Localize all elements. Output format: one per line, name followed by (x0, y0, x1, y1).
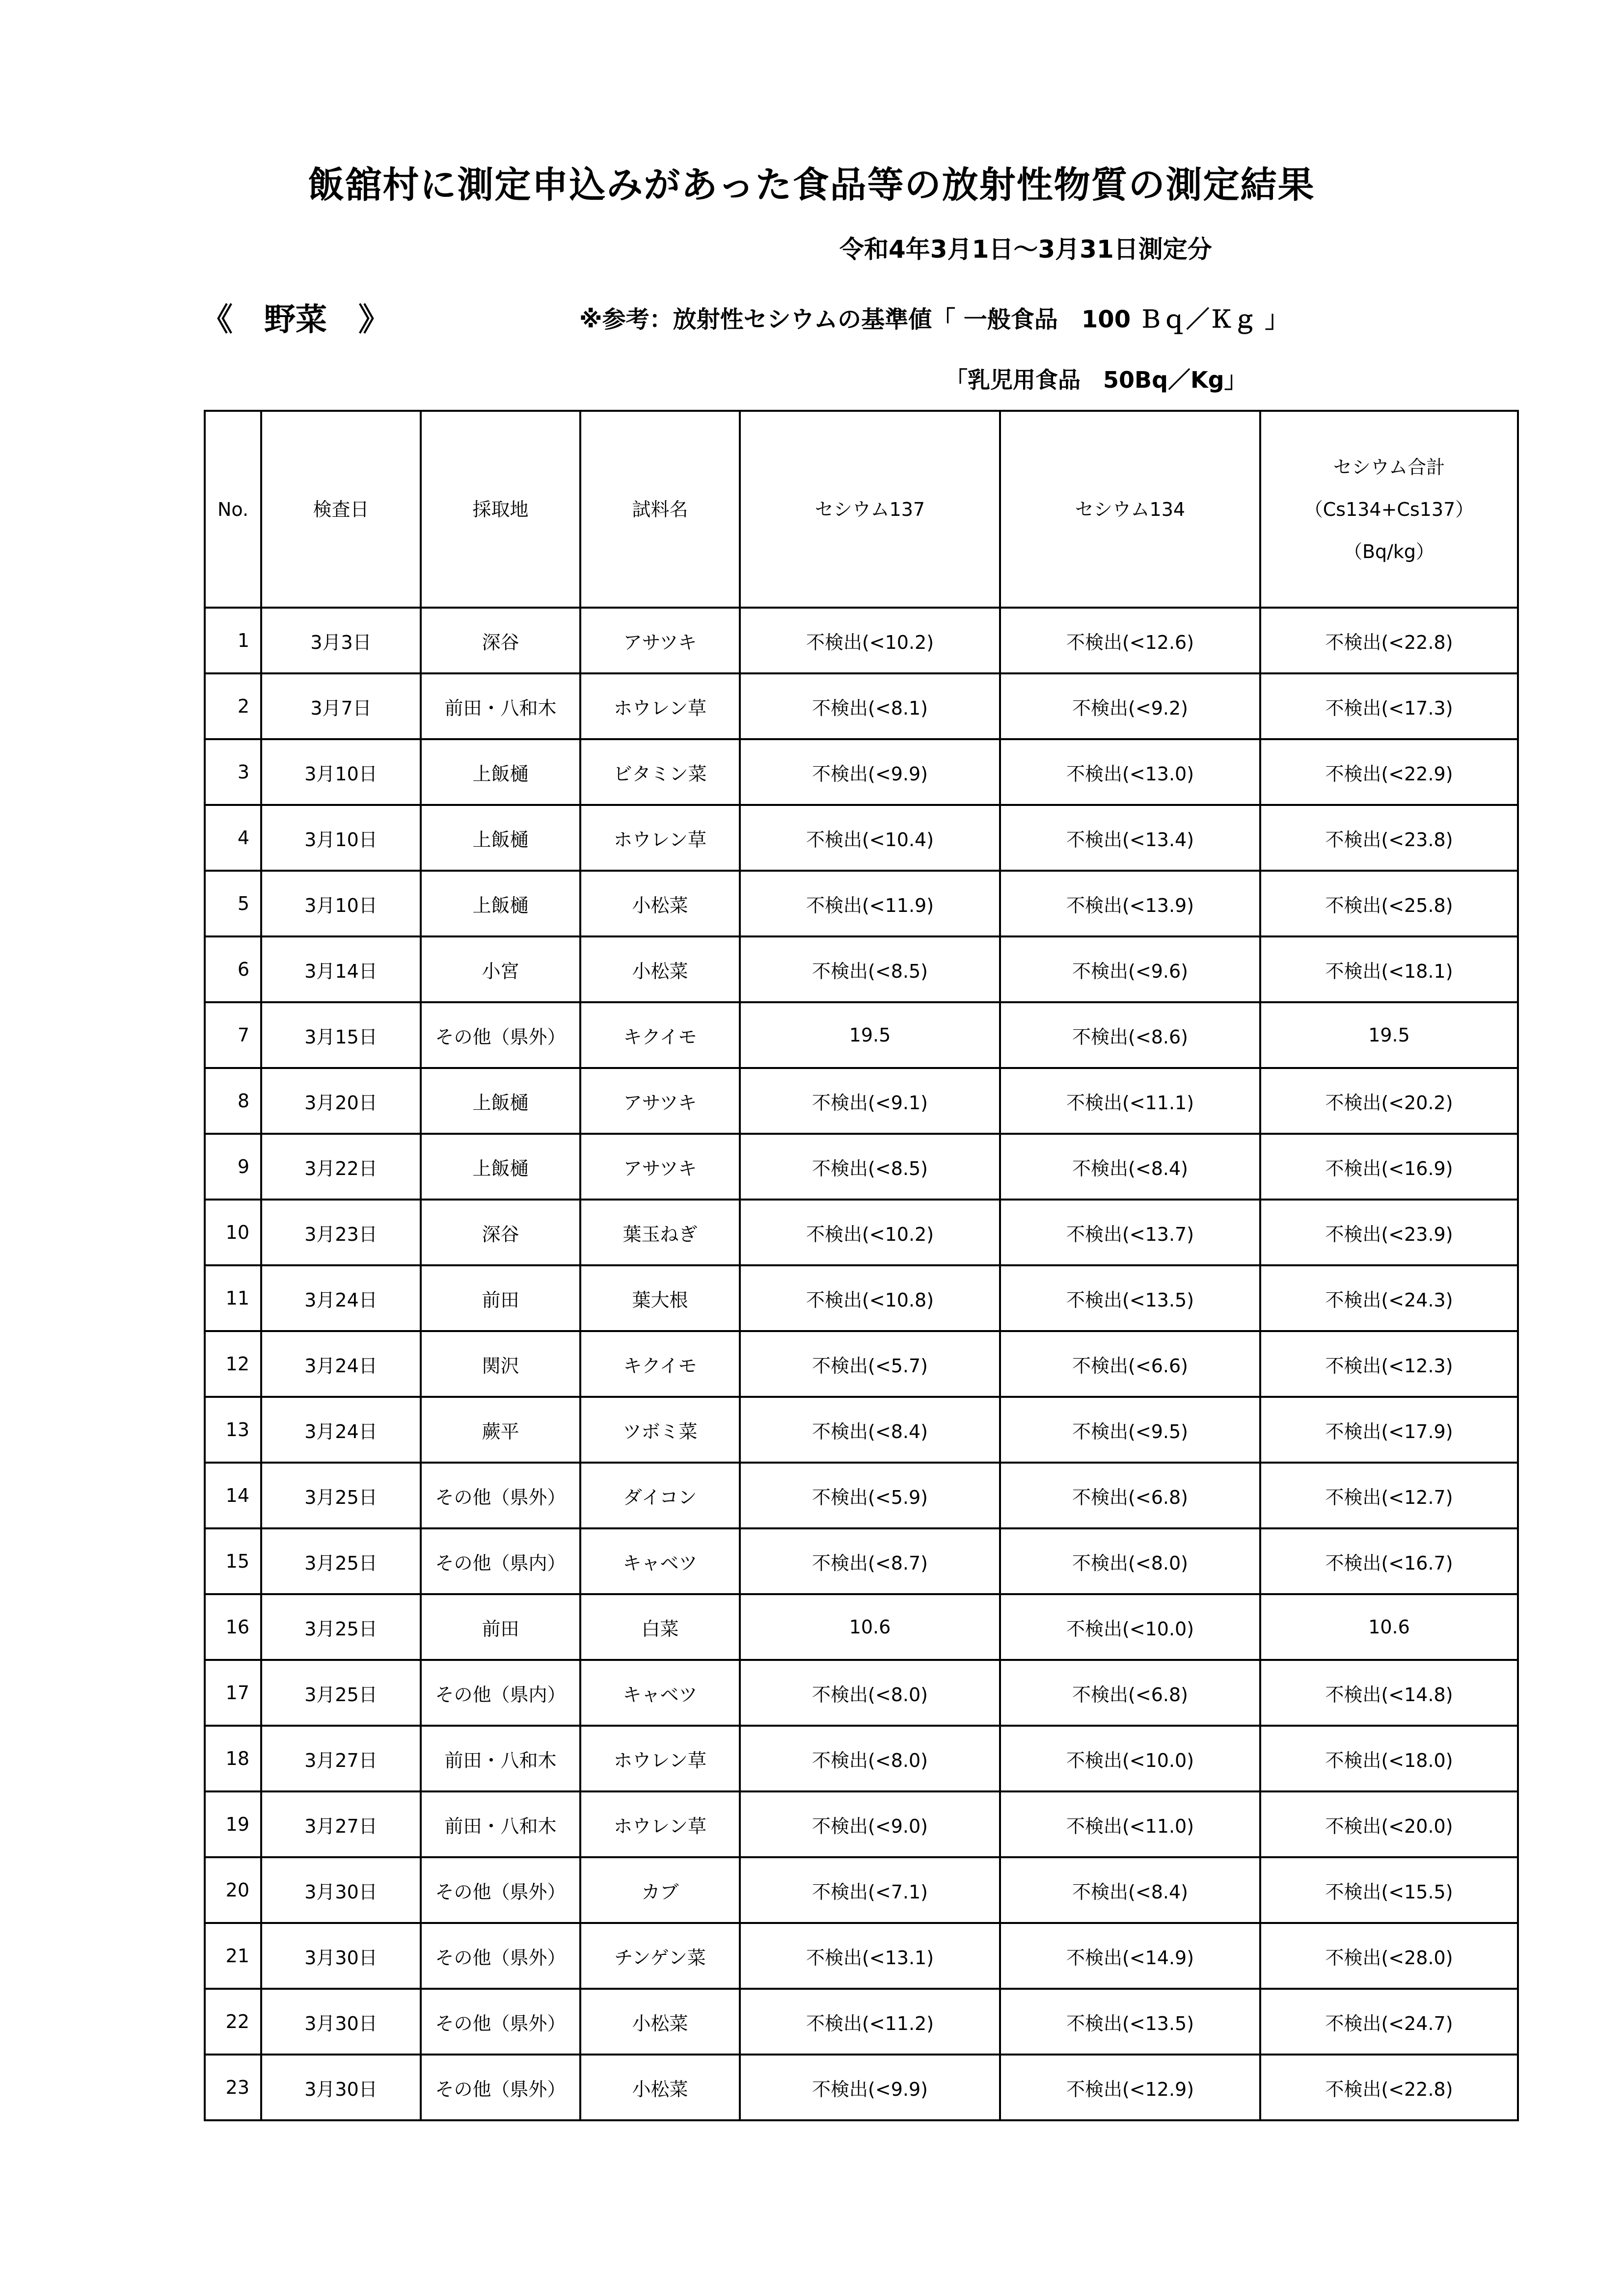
cell-no: 21 (205, 1923, 261, 1989)
cell-no: 22 (205, 1989, 261, 2055)
cell-sample: ホウレン草 (580, 1726, 740, 1791)
cell-no: 2 (205, 673, 261, 739)
cell-no: 4 (205, 805, 261, 871)
cell-cs137: 不検出(<13.1) (740, 1923, 1000, 1989)
cell-date: 3月27日 (261, 1791, 421, 1857)
cell-no: 16 (205, 1594, 261, 1660)
header-date: 検査日 (261, 411, 421, 608)
cell-cs137: 不検出(<10.2) (740, 608, 1000, 673)
cell-sample: カブ (580, 1857, 740, 1923)
cell-location: 前田・八和木 (421, 1791, 580, 1857)
table-row (205, 739, 1518, 805)
cell-location: 上飯樋 (421, 871, 580, 936)
cell-no: 3 (205, 739, 261, 805)
cell-cs134: 不検出(<10.0) (1000, 1594, 1260, 1660)
table-row (205, 1857, 1518, 1923)
table-row (205, 871, 1518, 936)
cell-cs137: 不検出(<9.1) (740, 1068, 1000, 1134)
header-total-line3: （Bq/kg） (1343, 540, 1435, 562)
cell-date: 3月30日 (261, 1989, 421, 2055)
table-row (205, 1726, 1518, 1791)
table-row (205, 1068, 1518, 1134)
cell-total: 不検出(<15.5) (1260, 1857, 1518, 1923)
cell-total: 不検出(<23.9) (1260, 1200, 1518, 1265)
table-row (205, 1528, 1518, 1594)
cell-no: 8 (205, 1068, 261, 1134)
table-row (205, 673, 1518, 739)
cell-cs137: 不検出(<9.9) (740, 2055, 1000, 2120)
cell-total: 不検出(<17.3) (1260, 673, 1518, 739)
table-row (205, 1463, 1518, 1528)
header-total (1260, 411, 1518, 608)
cell-cs137: 不検出(<10.2) (740, 1200, 1000, 1265)
table-row (205, 1265, 1518, 1331)
cell-cs137: 10.6 (740, 1594, 1000, 1660)
header-cs134: セシウム134 (1000, 411, 1260, 608)
cell-cs137: 不検出(<11.2) (740, 1989, 1000, 2055)
cell-sample: アサツキ (580, 608, 740, 673)
cell-location: 前田 (421, 1265, 580, 1331)
header-no: No. (205, 411, 261, 608)
table-row (205, 1331, 1518, 1397)
cell-sample: 葉大根 (580, 1265, 740, 1331)
cell-no: 12 (205, 1331, 261, 1397)
cell-cs134: 不検出(<9.2) (1000, 673, 1260, 739)
header-cs137: セシウム137 (740, 411, 1000, 608)
cell-date: 3月23日 (261, 1200, 421, 1265)
cell-no: 20 (205, 1857, 261, 1923)
cell-total: 不検出(<20.0) (1260, 1791, 1518, 1857)
cell-location: その他（県外） (421, 1857, 580, 1923)
cell-total: 不検出(<24.3) (1260, 1265, 1518, 1331)
cell-cs134: 不検出(<13.4) (1000, 805, 1260, 871)
cell-total: 不検出(<24.7) (1260, 1989, 1518, 2055)
cell-total: 不検出(<22.9) (1260, 739, 1518, 805)
cell-date: 3月10日 (261, 871, 421, 936)
cell-sample: ホウレン草 (580, 1791, 740, 1857)
table-row (205, 1660, 1518, 1726)
cell-sample: アサツキ (580, 1068, 740, 1134)
cell-date: 3月10日 (261, 739, 421, 805)
cell-cs134: 不検出(<6.8) (1000, 1660, 1260, 1726)
cell-date: 3月30日 (261, 2055, 421, 2120)
cell-sample: 小松菜 (580, 936, 740, 1002)
cell-cs134: 不検出(<13.7) (1000, 1200, 1260, 1265)
cell-location: その他（県外） (421, 2055, 580, 2120)
cell-cs134: 不検出(<12.9) (1000, 2055, 1260, 2120)
cell-cs137: 不検出(<5.7) (740, 1331, 1000, 1397)
section-heading: 《 野菜 》 (201, 302, 390, 338)
cell-total: 不検出(<17.9) (1260, 1397, 1518, 1463)
cell-no: 7 (205, 1002, 261, 1068)
cell-cs137: 不検出(<8.5) (740, 1134, 1000, 1200)
cell-date: 3月20日 (261, 1068, 421, 1134)
header-location: 採取地 (421, 411, 580, 608)
cell-total: 不検出(<12.3) (1260, 1331, 1518, 1397)
table-row (205, 1989, 1518, 2055)
cell-location: 前田・八和木 (421, 1726, 580, 1791)
cell-date: 3月24日 (261, 1331, 421, 1397)
table-header-row (205, 411, 1518, 608)
cell-no: 1 (205, 608, 261, 673)
cell-cs137: 不検出(<8.0) (740, 1726, 1000, 1791)
cell-no: 15 (205, 1528, 261, 1594)
header-sample: 試料名 (580, 411, 740, 608)
table-row (205, 1397, 1518, 1463)
cell-total: 不検出(<22.8) (1260, 2055, 1518, 2120)
cell-cs137: 不検出(<8.7) (740, 1528, 1000, 1594)
cell-no: 17 (205, 1660, 261, 1726)
cell-location: その他（県外） (421, 1463, 580, 1528)
table-row (205, 936, 1518, 1002)
cell-no: 14 (205, 1463, 261, 1528)
cell-cs134: 不検出(<8.4) (1000, 1857, 1260, 1923)
cell-cs137: 不検出(<8.5) (740, 936, 1000, 1002)
cell-location: その他（県内） (421, 1660, 580, 1726)
cell-date: 3月3日 (261, 608, 421, 673)
table-row (205, 1594, 1518, 1660)
cell-sample: 小松菜 (580, 1989, 740, 2055)
cell-no: 23 (205, 2055, 261, 2120)
cell-date: 3月24日 (261, 1265, 421, 1331)
cell-cs134: 不検出(<9.5) (1000, 1397, 1260, 1463)
cell-cs134: 不検出(<13.5) (1000, 1265, 1260, 1331)
table-row (205, 2055, 1518, 2120)
cell-sample: キクイモ (580, 1331, 740, 1397)
cell-cs134: 不検出(<13.0) (1000, 739, 1260, 805)
cell-no: 5 (205, 871, 261, 936)
cell-total: 不検出(<25.8) (1260, 871, 1518, 936)
cell-location: 上飯樋 (421, 1134, 580, 1200)
header-total-line2: （Cs134+Cs137） (1304, 498, 1474, 520)
cell-sample: キャベツ (580, 1660, 740, 1726)
table-row (205, 1791, 1518, 1857)
cell-sample: チンゲン菜 (580, 1923, 740, 1989)
cell-sample: キクイモ (580, 1002, 740, 1068)
cell-no: 13 (205, 1397, 261, 1463)
cell-date: 3月25日 (261, 1660, 421, 1726)
cell-date: 3月7日 (261, 673, 421, 739)
cell-total: 不検出(<14.8) (1260, 1660, 1518, 1726)
cell-no: 18 (205, 1726, 261, 1791)
cell-cs137: 不検出(<10.4) (740, 805, 1000, 871)
cell-location: 関沢 (421, 1331, 580, 1397)
cell-date: 3月15日 (261, 1002, 421, 1068)
cell-total: 不検出(<23.8) (1260, 805, 1518, 871)
cell-sample: 小松菜 (580, 871, 740, 936)
cell-cs137: 不検出(<11.9) (740, 871, 1000, 936)
table-row (205, 805, 1518, 871)
cell-date: 3月25日 (261, 1528, 421, 1594)
cell-total: 不検出(<18.1) (1260, 936, 1518, 1002)
cell-total: 不検出(<22.8) (1260, 608, 1518, 673)
cell-cs137: 不検出(<9.0) (740, 1791, 1000, 1857)
cell-cs134: 不検出(<12.6) (1000, 608, 1260, 673)
cell-cs137: 19.5 (740, 1002, 1000, 1068)
reference-standard-general: ※参考：放射性セシウムの基準値「 一般食品 100 Ｂｑ／Ｋｇ 」 (579, 306, 1289, 333)
cell-cs134: 不検出(<13.9) (1000, 871, 1260, 936)
cell-location: その他（県外） (421, 1002, 580, 1068)
cell-date: 3月25日 (261, 1594, 421, 1660)
cell-cs134: 不検出(<11.0) (1000, 1791, 1260, 1857)
cell-total: 不検出(<16.9) (1260, 1134, 1518, 1200)
cell-location: 前田 (421, 1594, 580, 1660)
cell-location: 上飯樋 (421, 805, 580, 871)
cell-date: 3月25日 (261, 1463, 421, 1528)
cell-cs137: 不検出(<9.9) (740, 739, 1000, 805)
cell-sample: 白菜 (580, 1594, 740, 1660)
cell-cs134: 不検出(<11.1) (1000, 1068, 1260, 1134)
cell-sample: ホウレン草 (580, 673, 740, 739)
cell-location: 深谷 (421, 608, 580, 673)
cell-date: 3月10日 (261, 805, 421, 871)
cell-cs134: 不検出(<14.9) (1000, 1923, 1260, 1989)
cell-total: 10.6 (1260, 1594, 1518, 1660)
cell-cs137: 不検出(<7.1) (740, 1857, 1000, 1923)
cell-location: その他（県内） (421, 1528, 580, 1594)
cell-date: 3月27日 (261, 1726, 421, 1791)
cell-cs134: 不検出(<6.8) (1000, 1463, 1260, 1528)
cell-location: 蕨平 (421, 1397, 580, 1463)
table-row (205, 1134, 1518, 1200)
cell-cs137: 不検出(<8.0) (740, 1660, 1000, 1726)
cell-sample: ホウレン草 (580, 805, 740, 871)
table-row (205, 1002, 1518, 1068)
cell-total: 19.5 (1260, 1002, 1518, 1068)
cell-cs134: 不検出(<8.4) (1000, 1134, 1260, 1200)
results-table (204, 410, 1519, 2121)
cell-no: 6 (205, 936, 261, 1002)
cell-location: その他（県外） (421, 1989, 580, 2055)
document-title: 飯舘村に測定申込みがあった食品等の放射性物質の測定結果 (308, 164, 1315, 206)
cell-cs134: 不検出(<6.6) (1000, 1331, 1260, 1397)
cell-no: 19 (205, 1791, 261, 1857)
cell-cs137: 不検出(<8.1) (740, 673, 1000, 739)
cell-location: 上飯樋 (421, 739, 580, 805)
cell-date: 3月22日 (261, 1134, 421, 1200)
cell-date: 3月14日 (261, 936, 421, 1002)
cell-cs137: 不検出(<8.4) (740, 1397, 1000, 1463)
reference-standard-infant: 「乳児用食品 50Bq／Kg」 (945, 367, 1247, 393)
cell-date: 3月30日 (261, 1857, 421, 1923)
cell-cs134: 不検出(<8.6) (1000, 1002, 1260, 1068)
table-row (205, 1200, 1518, 1265)
cell-no: 10 (205, 1200, 261, 1265)
cell-sample: 小松菜 (580, 2055, 740, 2120)
cell-cs134: 不検出(<9.6) (1000, 936, 1260, 1002)
cell-sample: 葉玉ねぎ (580, 1200, 740, 1265)
table-row (205, 608, 1518, 673)
measurement-period: 令和4年3月1日～3月31日測定分 (839, 235, 1212, 264)
cell-location: 深谷 (421, 1200, 580, 1265)
cell-cs134: 不検出(<13.5) (1000, 1989, 1260, 2055)
cell-sample: キャベツ (580, 1528, 740, 1594)
cell-total: 不検出(<28.0) (1260, 1923, 1518, 1989)
cell-total: 不検出(<20.2) (1260, 1068, 1518, 1134)
cell-cs134: 不検出(<8.0) (1000, 1528, 1260, 1594)
cell-date: 3月24日 (261, 1397, 421, 1463)
cell-sample: ツボミ菜 (580, 1397, 740, 1463)
cell-sample: アサツキ (580, 1134, 740, 1200)
cell-total: 不検出(<16.7) (1260, 1528, 1518, 1594)
cell-no: 11 (205, 1265, 261, 1331)
cell-total: 不検出(<18.0) (1260, 1726, 1518, 1791)
table-row (205, 1923, 1518, 1989)
cell-sample: ビタミン菜 (580, 739, 740, 805)
header-total-line1: セシウム合計 (1333, 456, 1445, 478)
cell-location: その他（県外） (421, 1923, 580, 1989)
cell-cs137: 不検出(<5.9) (740, 1463, 1000, 1528)
cell-location: 小宮 (421, 936, 580, 1002)
cell-location: 前田・八和木 (421, 673, 580, 739)
cell-cs137: 不検出(<10.8) (740, 1265, 1000, 1331)
cell-date: 3月30日 (261, 1923, 421, 1989)
cell-total: 不検出(<12.7) (1260, 1463, 1518, 1528)
cell-cs134: 不検出(<10.0) (1000, 1726, 1260, 1791)
cell-sample: ダイコン (580, 1463, 740, 1528)
cell-location: 上飯樋 (421, 1068, 580, 1134)
cell-no: 9 (205, 1134, 261, 1200)
